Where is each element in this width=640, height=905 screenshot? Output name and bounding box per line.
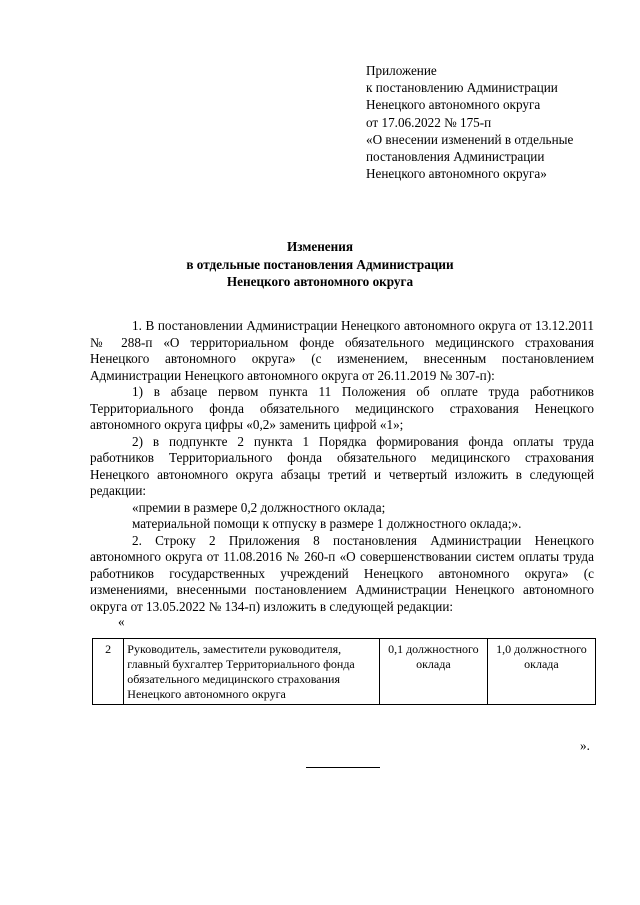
document-title: [0, 238, 640, 291]
paragraph-2: 2. Строку 2 Приложения 8 постановления Администрации Ненецкого автономного округа от 11.08.2016 № 260-п «О совершенствовании систем оплаты труда работников государственных учреждений Ненецкого автономного округа» (с изменениями, внесенными постановлением Администрации Ненецкого автономного округа от 13.05.2022 № 134-п) изложить в следующей редакции:: [90, 532, 594, 614]
appendix-line: от 17.06.2022 № 175-п: [366, 114, 492, 130]
open-quote: «: [118, 614, 125, 629]
appendix-line: Приложение: [366, 63, 437, 78]
appendix-line: постановления Администрации: [366, 149, 545, 165]
min-salary-cell: 0,1 должностного оклада: [379, 639, 487, 705]
close-quote: ».: [580, 738, 590, 753]
row-number-cell: 2: [93, 639, 124, 705]
max-salary-cell: 1,0 должностного оклада: [487, 639, 595, 705]
quoted-line-2: материальной помощи к отпуску в размере 1 должностного оклада;».: [132, 516, 522, 531]
appendix-header: [366, 62, 626, 182]
appendix-line: Ненецкого автономного округа»: [366, 166, 547, 182]
appendix-line: Ненецкого автономного округа: [366, 97, 541, 113]
paragraph-1: 1. В постановлении Администрации Ненецкого автономного округа от 13.12.2011 № 288-п «О территориальном фонде обязательного медицинского страхования Ненецкого автономного округа» (с изменением, внесенным постановлением Администрации Ненецкого автономного округа от 26.11.2019 № 307-п):: [90, 318, 594, 383]
paragraph-1-item-2: 2) в подпункте 2 пункта 1 Порядка формирования фонда оплаты труда работников Территориального фонда обязательного медицинского страхования Ненецкого автономного округа абзацы третий и четвертый изложить в следующей редакции:: [90, 433, 594, 498]
paragraph-1-item-1: 1) в абзаце первом пункта 11 Положения об оплате труда работников Территориального фонда обязательного медицинского страхования Ненецкого автономного округа цифры «0,2» заменить цифрой «1»;: [90, 384, 594, 432]
appendix-line: к постановлению Администрации: [366, 80, 558, 96]
quoted-line-1: «премии в размере 0,2 должностного оклада;: [132, 499, 386, 515]
changes-table: [92, 638, 596, 705]
position-cell: Руководитель, заместители руководителя, главный бухгалтер Территориального фонда обязательного медицинского страхования Ненецкого автономного округа: [124, 639, 380, 705]
document-body: [90, 318, 594, 629]
title-line: Ненецкого автономного округа: [226, 274, 414, 289]
table-row: [93, 639, 596, 705]
title-line: в отдельные постановления Администрации: [186, 256, 454, 272]
title-line: Изменения: [287, 239, 353, 254]
appendix-line: «О внесении изменений в отдельные: [366, 131, 574, 147]
separator-line: [306, 767, 380, 768]
